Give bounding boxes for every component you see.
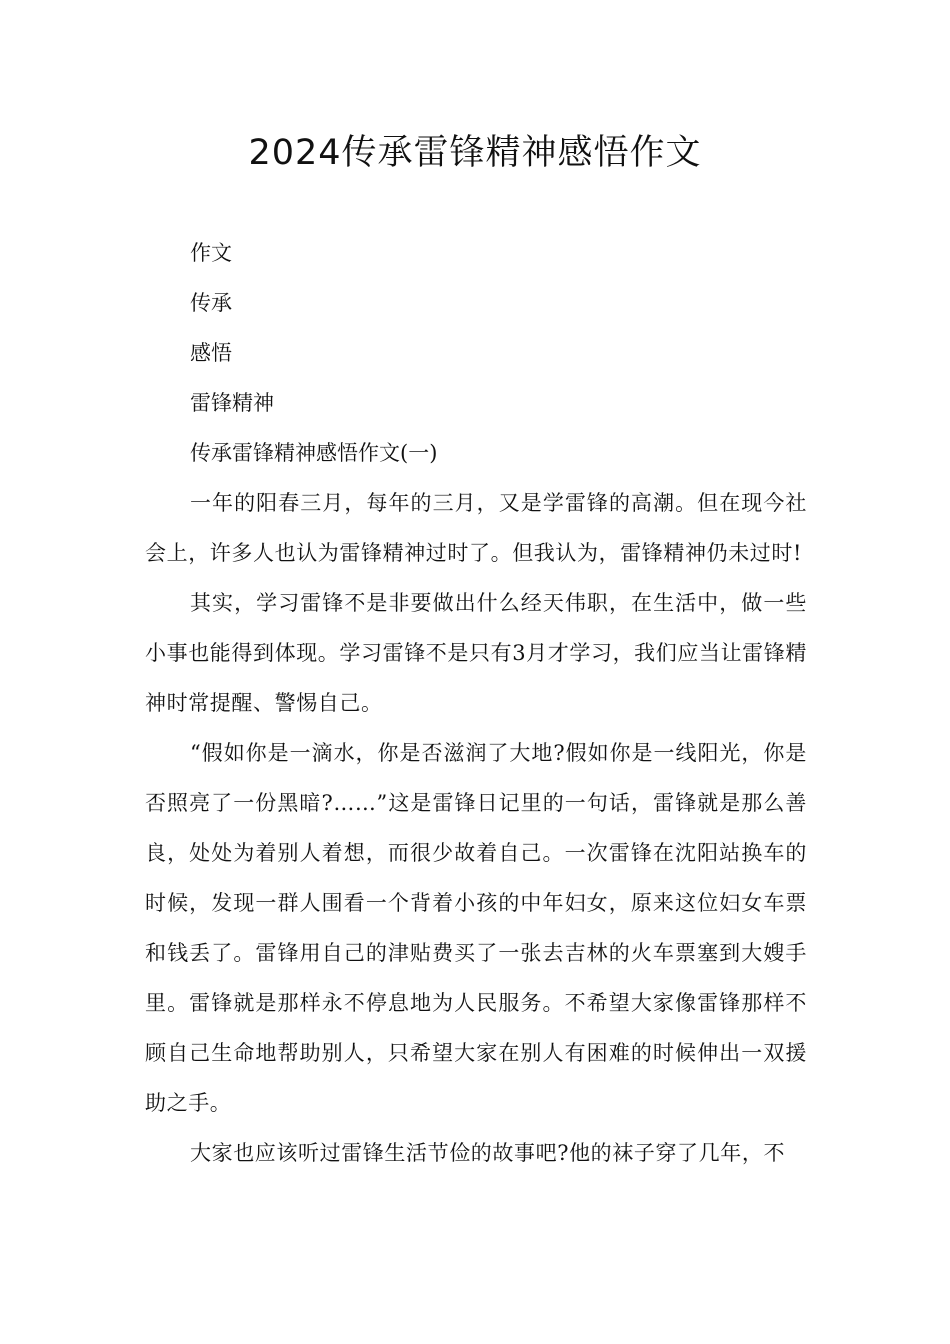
document-title: 2024传承雷锋精神感悟作文 [248,133,702,173]
keyword-line: 雷锋精神 [190,391,274,415]
keyword-line: 作文 [190,241,232,265]
paragraph: 一年的阳春三月，每年的三月，又是学雷锋的高潮。但在现今社会上，许多人也认为雷锋精神过时了。但我认为，雷锋精神仍未过时! [145,491,807,565]
paragraph: “假如你是一滴水，你是否滋润了大地?假如你是一线阳光，你是否照亮了一份黑暗?……”这是雷锋日记里的一句话，雷锋就是那么善良，处处为着别人着想，而很少故着自己。一次雷锋在沈阳站换车的时候，发现一群人围看一个背着小孩的中年妇女，原来这位妇女车票和钱丢了。雷锋用自己的津贴费买了一张去吉林的火车票塞到大嫂手里。雷锋就是那样永不停息地为人民服务。不希望大家像雷锋那样不顾自己生命地帮助别人，只希望大家在别人有困难的时候伸出一双援助之手。 [145,741,807,1115]
document-body [145,228,807,1178]
paragraph: 大家也应该听过雷锋生活节俭的故事吧?他的袜子穿了几年，不 [190,1141,786,1165]
keyword-line: 传承 [190,291,232,315]
section-subtitle: 传承雷锋精神感悟作文(一) [190,441,438,465]
paragraph: 其实，学习雷锋不是非要做出什么经天伟职，在生活中，做一些小事也能得到体现。学习雷锋不是只有3月才学习，我们应当让雷锋精神时常提醒、警惕自己。 [145,591,807,715]
keyword-line: 感悟 [190,341,232,365]
